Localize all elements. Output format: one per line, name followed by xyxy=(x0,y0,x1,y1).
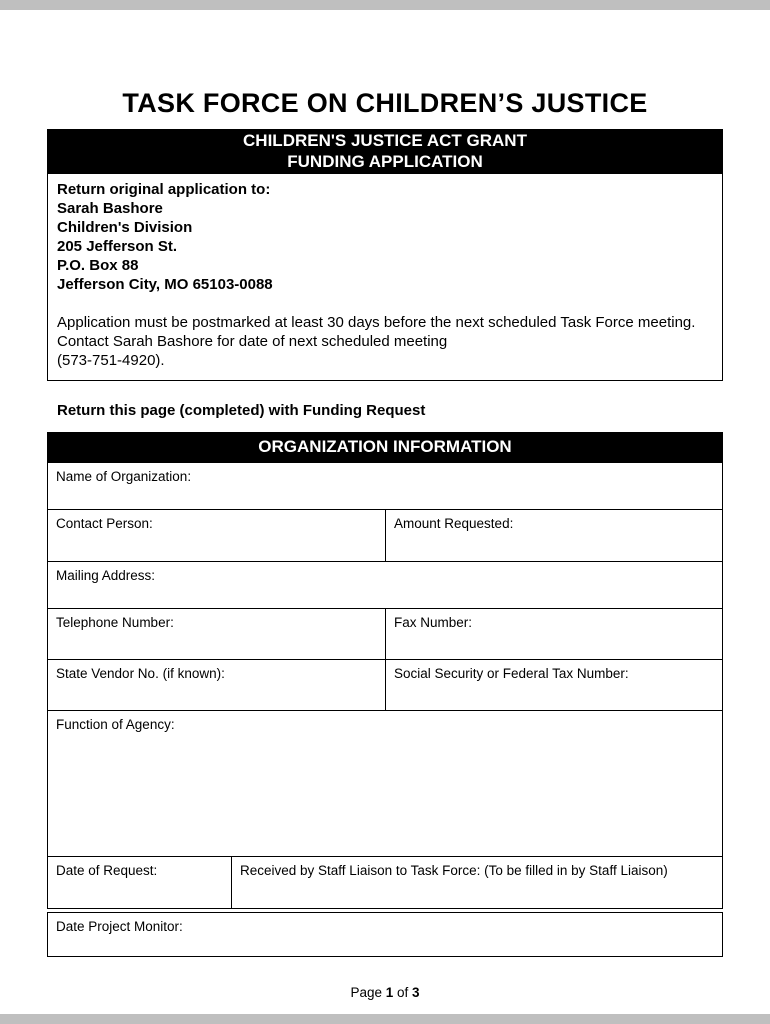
postmark-note-line1: Application must be postmarked at least 30 days before the next scheduled Task Force meeting. xyxy=(57,314,696,331)
organization-info-header: ORGANIZATION INFORMATION xyxy=(47,432,723,462)
grant-header-line1: CHILDREN'S JUSTICE ACT GRANT xyxy=(243,131,527,150)
field-label-contact-person: Contact Person: xyxy=(56,516,153,531)
grant-header-line2: FUNDING APPLICATION xyxy=(287,152,483,171)
row-date-of-request xyxy=(48,857,722,908)
field-name-of-organization[interactable] xyxy=(48,463,722,509)
return-address-box xyxy=(47,174,723,381)
field-label-fax-number: Fax Number: xyxy=(394,615,473,630)
field-fax-number[interactable] xyxy=(385,609,722,659)
row-function-of-agency xyxy=(48,711,722,857)
footer-page-number: 1 xyxy=(385,985,394,1000)
field-label-received-by-staff-liaison: Received by Staff Liaison to Task Force: (To be filled in by Staff Liaison) xyxy=(240,863,668,878)
postmark-note-phone: (573-751-4920). xyxy=(57,352,165,369)
return-street: 205 Jefferson St. xyxy=(57,238,178,255)
field-telephone-number[interactable] xyxy=(48,609,385,659)
document-title: TASK FORCE ON CHILDREN’S JUSTICE xyxy=(122,88,648,118)
field-label-ssn-federal-tax-number: Social Security or Federal Tax Number: xyxy=(394,666,629,681)
document-body xyxy=(47,129,723,1000)
grant-header-bar xyxy=(47,129,723,174)
row-name-of-organization xyxy=(48,463,722,510)
return-page-instruction: Return this page (completed) with Funding Request xyxy=(57,402,426,419)
field-label-mailing-address: Mailing Address: xyxy=(56,568,156,583)
spacer xyxy=(57,294,713,313)
row-mailing-address xyxy=(48,562,722,609)
footer-total-pages: 3 xyxy=(412,985,420,1000)
return-contact-name: Sarah Bashore xyxy=(57,200,163,217)
field-date-of-request[interactable] xyxy=(48,857,231,908)
row-phone-fax xyxy=(48,609,722,660)
field-label-function-of-agency: Function of Agency: xyxy=(56,717,175,732)
row-contact-amount xyxy=(48,510,722,562)
return-city-state-zip: Jefferson City, MO 65103-0088 xyxy=(57,276,273,293)
field-label-telephone-number: Telephone Number: xyxy=(56,615,174,630)
field-received-by-staff-liaison[interactable] xyxy=(231,857,722,908)
field-amount-requested[interactable] xyxy=(385,510,722,561)
field-label-amount-requested: Amount Requested: xyxy=(394,516,514,531)
postmark-note-line2: Contact Sarah Bashore for date of next scheduled meeting xyxy=(57,333,448,350)
organization-form xyxy=(47,462,723,909)
field-label-name-of-organization: Name of Organization: xyxy=(56,469,192,484)
bottom-edge-bar xyxy=(0,1014,770,1024)
field-state-vendor-number[interactable] xyxy=(48,660,385,710)
field-label-date-of-request: Date of Request: xyxy=(56,863,158,878)
field-function-of-agency[interactable] xyxy=(48,711,722,856)
footer-word-of: of xyxy=(393,985,413,1000)
return-po-box: P.O. Box 88 xyxy=(57,257,139,274)
page-footer xyxy=(47,985,723,1000)
field-mailing-address[interactable] xyxy=(48,562,722,608)
field-label-date-project-monitor: Date Project Monitor: xyxy=(56,919,183,934)
top-edge-bar xyxy=(0,0,770,10)
date-project-monitor-box xyxy=(47,912,723,957)
field-label-state-vendor-number: State Vendor No. (if known): xyxy=(56,666,225,681)
footer-word-page: Page xyxy=(350,985,386,1000)
row-vendor-tax xyxy=(48,660,722,711)
field-ssn-federal-tax-number[interactable] xyxy=(385,660,722,710)
field-contact-person[interactable] xyxy=(48,510,385,561)
return-division: Children's Division xyxy=(57,219,193,236)
field-date-project-monitor[interactable] xyxy=(48,913,722,940)
return-instruction-line: Return original application to: xyxy=(57,181,271,198)
